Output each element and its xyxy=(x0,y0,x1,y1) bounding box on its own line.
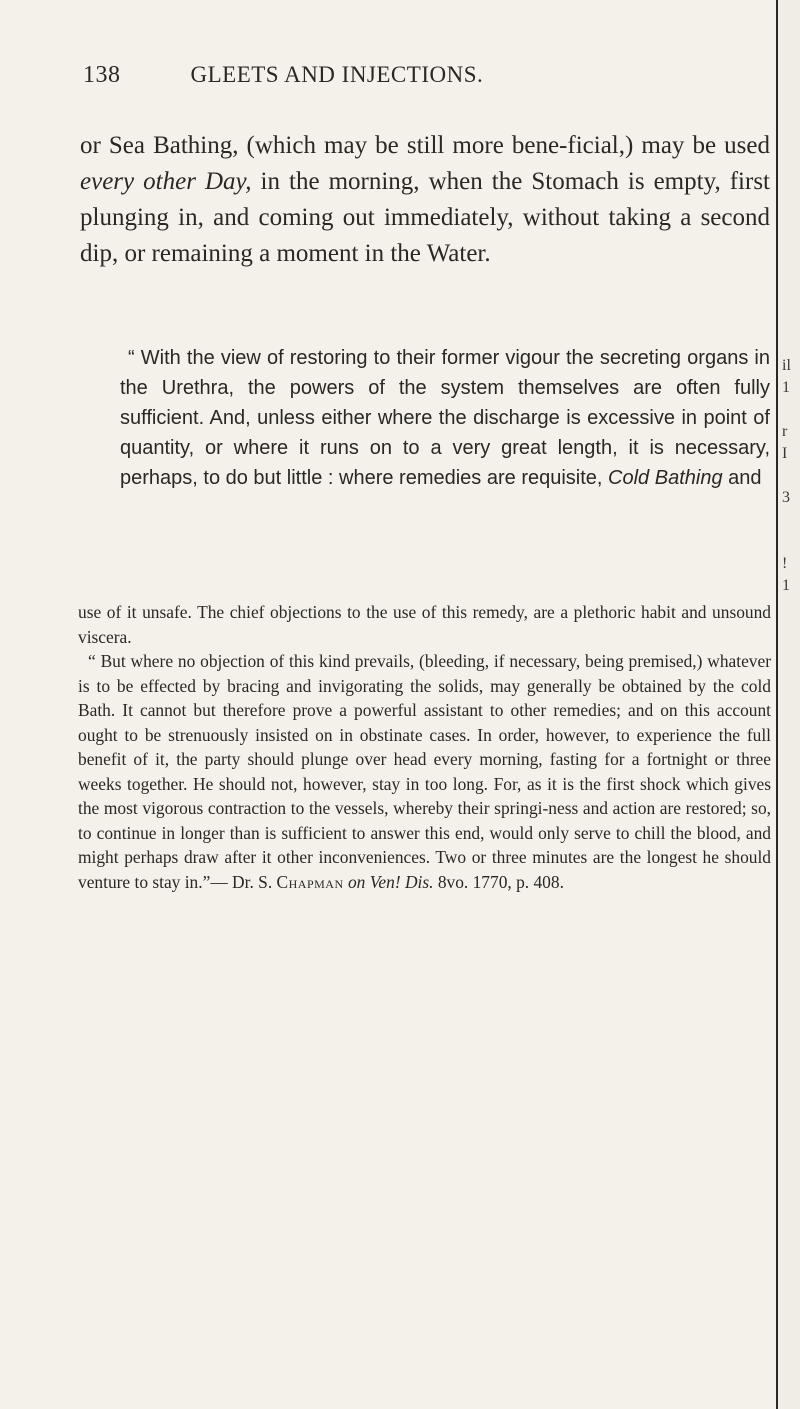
main-paragraph xyxy=(80,128,770,272)
text-span: in the morning, when the Stomach is empty, first plunging in, and coming out immediately, without taking a second dip, or remaining a moment in the Water. xyxy=(80,168,770,267)
page-number: 138 xyxy=(83,62,121,88)
main-text-block xyxy=(80,128,770,272)
text-span: or Sea Bathing, (which may be still more bene-ficial,) may be used xyxy=(80,132,770,159)
footnote-paragraph-1: use of it unsafe. The chief objections to the use of this remedy, are a plethoric habit and unsound viscera. xyxy=(78,602,771,647)
footnote-block xyxy=(78,600,771,894)
text-span: “ But where no objection of this kind prevails, (bleeding, if necessary, being premised,) whatever is to be effected by bracing and invigorating the solids, may generally be obtained by the cold Bath. It cannot but therefore prove a powerful assistant to other remedies; and on this account ought to be strenuously insisted on in obstinate cases. In order, however, to experience the full benefit of it, the party should plunge over head every morning, fasting for a fortnight or three weeks together. He should not, however, stay in too long. For, as it is the first shock which gives the most vigorous contraction to the vessels, whereby their springi-ness and action are restored; so, to continue in longer than is sufficient to answer this end, would only serve to chill the blood, and might perhaps draw after it other inconveniences. Two or three minutes are the longest he should venture to stay in.”— Dr. S. xyxy=(78,651,771,892)
text-span: “ With the view of restoring to their former vigour the secreting organs in the Urethra, the powers of the system themselves are often fully sufficient. And, unless either where the discharge is excessive in point of quantity, or where it runs on to a very great length, it is necessary, perhaps, to do but little : where remedies are requisite, xyxy=(120,347,770,489)
text-span: and xyxy=(722,467,762,489)
italic-span: every other Day, xyxy=(80,168,252,195)
italic-span: Cold Bathing xyxy=(608,467,723,489)
quotation-block xyxy=(120,343,770,493)
running-title: GLEETS AND INJECTIONS. xyxy=(190,62,484,87)
citation: 8vo. 1770, p. 408. xyxy=(433,871,564,892)
italic-span: on xyxy=(343,871,370,892)
gutter-marks: il 1 r I 3 ! 1 xyxy=(782,357,791,594)
work-title: Ven! Dis. xyxy=(369,871,434,892)
author-name: Chapman xyxy=(276,871,344,892)
footnote-paragraph-2 xyxy=(78,649,771,894)
running-head xyxy=(83,62,643,89)
page-gutter-edge xyxy=(776,0,800,1409)
quotation-paragraph xyxy=(120,343,770,493)
